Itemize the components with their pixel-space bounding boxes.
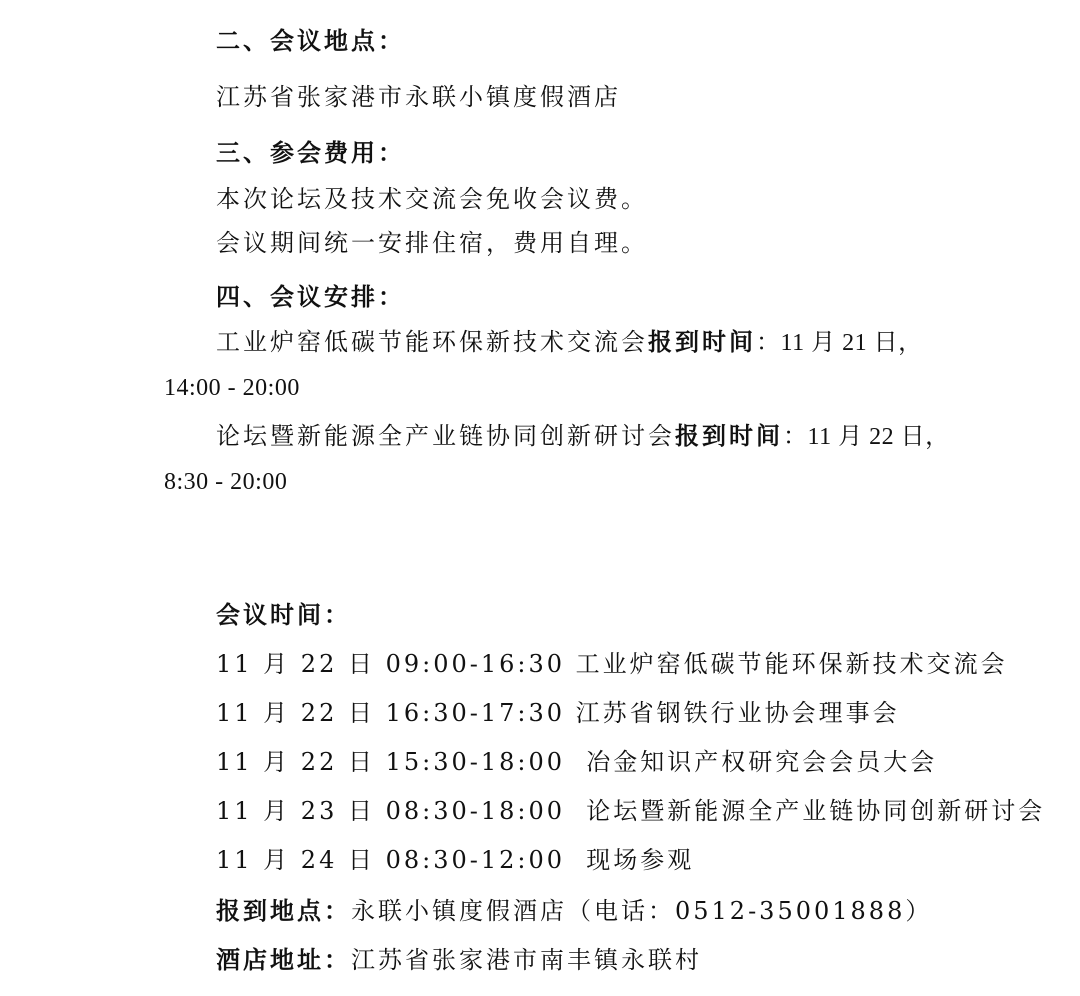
section-heading-fees: 三、参会费用： [216,138,405,167]
schedule-row: 11 月 24 日 08:30-12:00 现场参观 [216,846,695,874]
schedule-heading: 会议时间： [216,600,351,629]
hotel-address-label: 酒店地址： [216,945,351,974]
schedule-row: 11 月 23 日 08:30-18:00 论坛暨新能源全产业链协同创新研讨会 [216,797,1046,825]
section-heading-arrangement: 四、会议安排： [216,282,405,311]
arrangement-item-1-event: 工业炉窑低碳节能环保新技术交流会 [216,328,648,356]
arrangement-item-2-label: 报到时间 [675,421,783,450]
schedule-row: 11 月 22 日 15:30-18:00 冶金知识产权研究会会员大会 [216,748,938,776]
arrangement-item-1-date: ：11 月 21 日， [756,330,923,356]
arrangement-item-1 [216,327,923,358]
checkin-location-value: 永联小镇度假酒店（电话：0512-35001888） [351,897,933,925]
arrangement-item-2-time: 8:30 - 20:00 [164,469,288,495]
fees-line-2: 会议期间统一安排住宿，费用自理。 [216,229,648,257]
venue-text: 江苏省张家港市永联小镇度假酒店 [216,83,621,111]
checkin-location-label: 报到地点： [216,896,351,925]
fees-line-1: 本次论坛及技术交流会免收会议费。 [216,185,648,213]
arrangement-item-2-event: 论坛暨新能源全产业链协同创新研讨会 [216,422,675,450]
arrangement-item-2-date: ：11 月 22 日， [783,424,950,450]
schedule-row: 11 月 22 日 16:30-17:30 江苏省钢铁行业协会理事会 [216,699,900,727]
section-heading-venue: 二、会议地点： [216,26,405,55]
arrangement-item-2 [216,421,950,452]
arrangement-item-1-time: 14:00 - 20:00 [164,375,300,401]
schedule-row: 11 月 22 日 09:00-16:30 工业炉窑低碳节能环保新技术交流会 [216,650,1008,678]
arrangement-item-1-label: 报到时间 [648,327,756,356]
checkin-location [216,896,932,926]
hotel-address [216,945,702,975]
hotel-address-value: 江苏省张家港市南丰镇永联村 [351,946,702,974]
